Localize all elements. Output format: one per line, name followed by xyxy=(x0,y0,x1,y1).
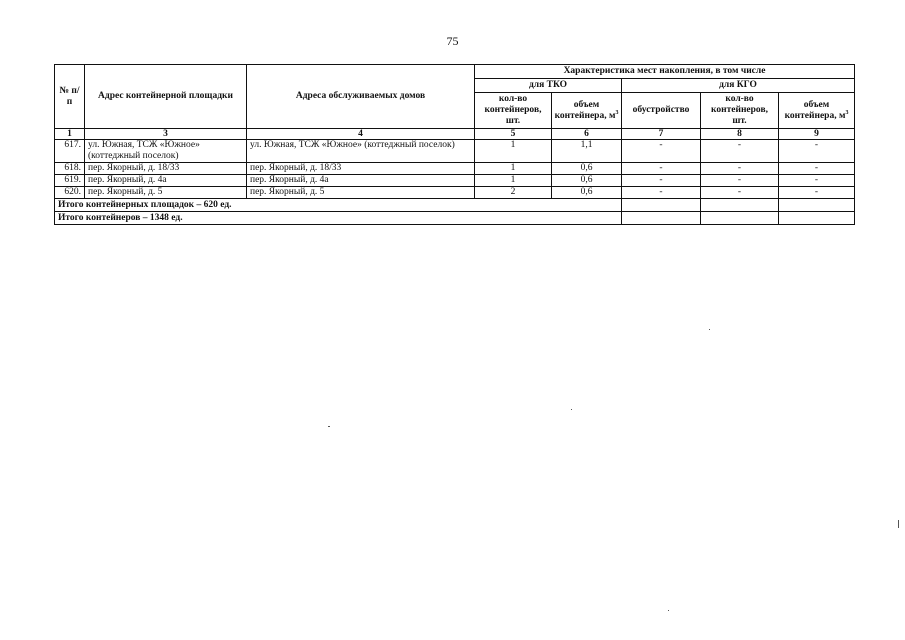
header-characteristic: Характеристика мест накопления, в том числе xyxy=(475,65,855,79)
column-number: 5 xyxy=(475,129,552,140)
row-address: пер. Якорный, д. 5 xyxy=(85,187,247,199)
header-kgo-volume: объем контейнера, $м^3$ xyxy=(779,93,855,129)
table-row xyxy=(55,187,855,199)
row-kgo-arrangement: - xyxy=(622,175,701,187)
row-served-houses: пер. Якорный, д. 18/33 xyxy=(247,163,475,175)
table-row xyxy=(55,140,855,163)
header-address: Адрес контейнерной площадки xyxy=(85,65,247,129)
column-number: 3 xyxy=(85,129,247,140)
page-number: 75 xyxy=(446,34,459,48)
column-number: 7 xyxy=(622,129,701,140)
total-sites-row xyxy=(55,199,855,212)
scan-speck xyxy=(898,520,899,528)
total-sites-label: Итого контейнерных площадок – 620 ед. xyxy=(55,199,622,212)
table-row xyxy=(55,163,855,175)
total-empty-cell xyxy=(701,212,779,225)
row-address: пер. Якорный, д. 18/33 xyxy=(85,163,247,175)
row-kgo-volume: - xyxy=(779,140,855,163)
header-kgo: для КГО xyxy=(622,79,855,93)
header-tko-volume: объем контейнера, $м^3$ xyxy=(552,93,622,129)
row-kgo-arrangement: - xyxy=(622,140,701,163)
column-number: 6 xyxy=(552,129,622,140)
column-number: 1 xyxy=(55,129,85,140)
row-tko-volume: 0,6 xyxy=(552,163,622,175)
total-empty-cell xyxy=(779,212,855,225)
row-tko-count: 2 xyxy=(475,187,552,199)
row-tko-count: 1 xyxy=(475,175,552,187)
row-kgo-count: - xyxy=(701,187,779,199)
scan-speck xyxy=(668,610,669,611)
row-address: пер. Якорный, д. 4а xyxy=(85,175,247,187)
row-kgo-arrangement: - xyxy=(622,163,701,175)
row-index: 620. xyxy=(55,187,85,199)
row-index: 617. xyxy=(55,140,85,163)
total-containers-row xyxy=(55,212,855,225)
column-number: 9 xyxy=(779,129,855,140)
row-index: 618. xyxy=(55,163,85,175)
total-empty-cell xyxy=(622,199,701,212)
row-served-houses: пер. Якорный, д. 5 xyxy=(247,187,475,199)
column-number: 4 xyxy=(247,129,475,140)
header-num: № п/п xyxy=(55,65,85,129)
row-served-houses: ул. Южная, ТСЖ «Южное» (коттеджный поселок) xyxy=(247,140,475,163)
total-containers-label: Итого контейнеров – 1348 ед. xyxy=(55,212,622,225)
total-empty-cell xyxy=(622,212,701,225)
header-served-houses: Адреса обслуживаемых домов xyxy=(247,65,475,129)
header-kgo-count: кол-во контейнеров, шт. xyxy=(701,93,779,129)
row-tko-volume: 0,6 xyxy=(552,175,622,187)
row-served-houses: пер. Якорный, д. 4а xyxy=(247,175,475,187)
scan-speck xyxy=(328,426,330,427)
row-kgo-volume: - xyxy=(779,163,855,175)
row-tko-volume: 1,1 xyxy=(552,140,622,163)
row-kgo-count: - xyxy=(701,175,779,187)
row-tko-count: 1 xyxy=(475,140,552,163)
row-kgo-volume: - xyxy=(779,187,855,199)
total-empty-cell xyxy=(701,199,779,212)
row-kgo-count: - xyxy=(701,140,779,163)
column-number-row xyxy=(55,129,855,140)
table-row xyxy=(55,175,855,187)
column-number: 8 xyxy=(701,129,779,140)
row-kgo-arrangement: - xyxy=(622,187,701,199)
row-kgo-volume: - xyxy=(779,175,855,187)
header-tko-count: кол-во контейнеров, шт. xyxy=(475,93,552,129)
row-tko-count: 1 xyxy=(475,163,552,175)
row-address: ул. Южная, ТСЖ «Южное» (коттеджный поселок) xyxy=(85,140,247,163)
header-tko: для ТКО xyxy=(475,79,622,93)
row-index: 619. xyxy=(55,175,85,187)
container-sites-table xyxy=(54,64,855,225)
scan-speck xyxy=(571,409,572,410)
scan-speck xyxy=(709,329,710,330)
row-tko-volume: 0,6 xyxy=(552,187,622,199)
total-empty-cell xyxy=(779,199,855,212)
header-kgo-arrangement: обустройство xyxy=(622,93,701,129)
row-kgo-count: - xyxy=(701,163,779,175)
